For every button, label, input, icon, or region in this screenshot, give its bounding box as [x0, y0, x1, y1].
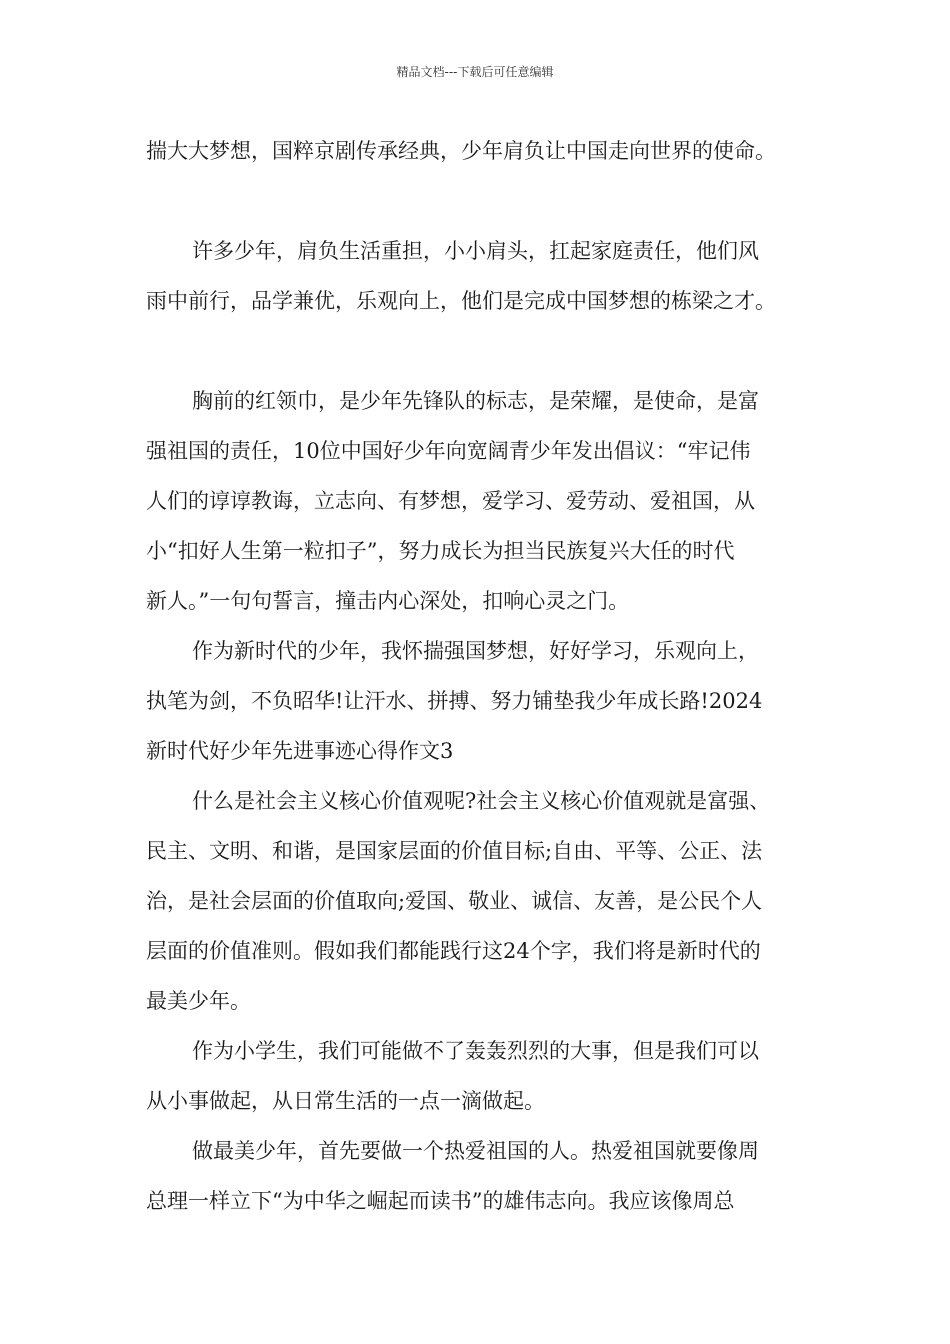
text-line: 民主、文明、和谐，是国家层面的价值目标;自由、平等、公正、法 [146, 839, 763, 863]
text-line: 许多少年，肩负生活重担，小小肩头，扛起家庭责任，他们风 [192, 239, 759, 263]
text-line: 强祖国的责任，10位中国好少年向宽阔青少年发出倡议：“牢记伟 [146, 439, 751, 463]
page-header: 精品文档---下载后可任意编辑 [396, 65, 554, 79]
text-line: 揣大大梦想，国粹京剧传承经典，少年肩负让中国走向世界的使命。 [146, 139, 776, 163]
text-line: 治，是社会层面的价值取向;爱国、敬业、诚信、友善，是公民个人 [146, 889, 763, 913]
text-line: 作为新时代的少年，我怀揣强国梦想，好好学习，乐观向上， [192, 639, 759, 663]
text-line: 小“扣好人生第一粒扣子”，努力成长为担当民族复兴大任的时代 [146, 539, 735, 563]
text-line: 胸前的红领巾，是少年先锋队的标志，是荣耀，是使命，是富 [192, 389, 759, 413]
text-line: 新人。”一句句誓言，撞击内心深处，扣响心灵之门。 [146, 589, 630, 613]
text-line: 人们的谆谆教诲，立志向、有梦想，爱学习、爱劳动、爱祖国，从 [146, 489, 755, 513]
text-line: 雨中前行，品学兼优，乐观向上，他们是完成中国梦想的栋梁之才。 [146, 289, 776, 313]
text-line: 层面的价值准则。假如我们都能践行这24个字，我们将是新时代的 [146, 939, 761, 963]
text-line: 作为小学生，我们可能做不了轰轰烈烈的大事，但是我们可以 [192, 1039, 759, 1063]
paragraph-gap [146, 326, 826, 376]
text-line: 最美少年。 [146, 989, 251, 1013]
text-line: 什么是社会主义核心价值观呢?社会主义核心价值观就是富强、 [192, 789, 771, 813]
text-line: 新时代好少年先进事迹心得作文3 [146, 739, 454, 763]
text-line: 执笔为剑，不负昭华!让汗水、拼搏、努力铺垫我少年成长路!2024 [146, 689, 763, 713]
text-line: 总理一样立下“为中华之崛起而读书”的雄伟志向。我应该像周总 [146, 1189, 735, 1213]
paragraph-gap [146, 176, 826, 226]
document-body [146, 126, 826, 1226]
text-line: 从小事做起，从日常生活的一点一滴做起。 [146, 1089, 545, 1113]
text-line: 做最美少年，首先要做一个热爱祖国的人。热爱祖国就要像周 [192, 1139, 759, 1163]
